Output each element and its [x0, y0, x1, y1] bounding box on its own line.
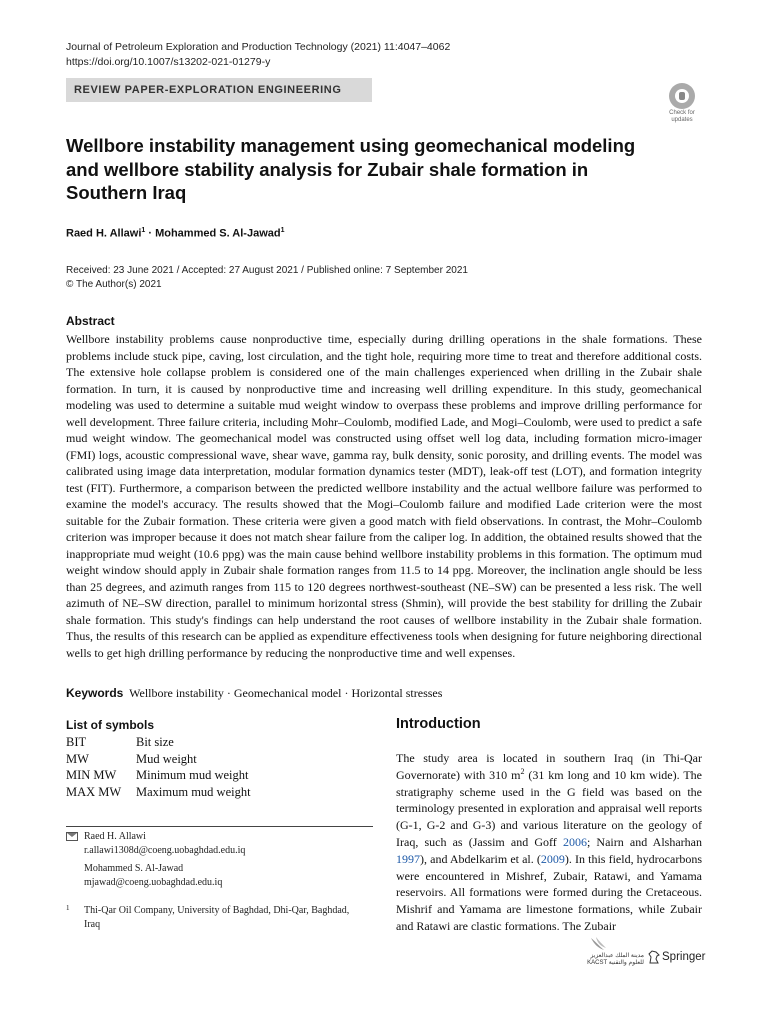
- introduction-text: The study area is located in southern Iraq (in Thi-Qar Governorate) with 310 $m^2$ (31 km long and 10 km wide). The stratigraphy scheme used in the G field was based on the terminology presented in exploration and appraisal well reports (G-1, G-2 and G-3) and various literature on the geology of Iraq, such as (Jassim and Goff 2006; Nairn and Alsharhan 1997), and Abdelkarim et al. (2009). In this field, hydrocarbons were encountered in Mishref, Zubair, Ratawi, and Yamama reservoirs. All formations were formed during the Cretaceous. Mishrif and Yamama are limestone formations, while Zubair and Ratawi are clastic formations. The Zubair: [396, 751, 703, 933]
- journal-header: [66, 40, 450, 70]
- author-name[interactable]: Raed H. Allawi: [66, 227, 142, 240]
- symbol-row: [66, 751, 251, 768]
- keywords-list: Wellbore instability · Geomechanical model · Horizontal stresses: [129, 686, 443, 700]
- publisher-logos: [582, 936, 704, 976]
- check-updates-icon: [669, 83, 695, 109]
- publication-dates: [66, 264, 468, 292]
- abstract-text: Wellbore instability problems cause nonproductive time, especially during drilling operations in the shale formations. These problems include stuck pipe, caving, lost circulation, and the tight hole, requiring more time to treat and therefore additional costs. The extensive hole collapse problem is considered one of the main challenges experienced when drilling in the Zubair shale formation. In turn, it is caused by nonproductive time and increasing well drilling expenditure. In this study, geomechanical modeling was used to determine a suitable mud weight window to overpass these problems and improve drilling performance for well development. Three failure criteria, including Mohr–Coulomb, modified Lade, and Mogi–Coulomb, were used to predict a safe mud weight window. The geomechanical model was constructed using offset well log data, including formation micro-imager (FMI) logs, acoustic compressional wave, shear wave, gamma ray, bulk density, sonic porosity, and drilling events. The model was calibrated using image data interpretation, modular formation dynamics tester (MDT), leak-off test (LOT), and formation integrity test (FIT). Furthermore, a comparison between the predicted wellbore instability and the actual wellbore failure was performed to examine the model's accuracy. The results showed that the Mogi–Coulomb failure and modified Lade criterion were the most suitable for the Zubair formation. These criteria were given a good match with field observations. In contrast, the Mohr–Coulomb criterion was improper because it does not match shear failure from the caliper log. In addition, the obtained results showed that the inappropriate mud weight (10.6 ppg) was the main cause behind wellbore instability problems in this formation. The optimum mud weight window should apply in Zubair shale formation ranges from 11.5 to 14 ppg. Moreover, the inclination angle should be less than 25 degrees, and azimuth ranges from 115 to 120 degrees northwest-southeast (NE–SW) can be presented a less risk. The well azimuth of NE–SW direction, parallel to minimum horizontal stress (Shmin), will provide the best stability for drilling the Zubair shale formation. This study's findings can help understand the root causes of wellbore instability in the Zubair shale formation. Thus, the results of this research can be applied as expenditure effectiveness tools when designing for future neighboring directional wells to get high drilling performance by reducing the nonproductive time and well expenses.: [66, 332, 702, 660]
- symbol-row: [66, 734, 251, 751]
- history-dates: Received: 23 June 2021 / Accepted: 27 August 2021 / Published online: 7 September 2021: [66, 265, 468, 276]
- symbol-desc: Maximum mud weight: [136, 784, 251, 799]
- journal-citation: Journal of Petroleum Exploration and Production Technology (2021) 11:4047–4062: [66, 41, 451, 53]
- affiliation-mark: 1: [280, 227, 285, 234]
- corresponding-author: Raed H. Allawi: [84, 831, 146, 842]
- correspondence-block: [84, 830, 245, 894]
- springer-logo-text: Springer: [662, 951, 706, 963]
- introduction-heading: Introduction: [396, 716, 481, 732]
- envelope-icon: [66, 832, 78, 841]
- citation-link[interactable]: 2009: [540, 851, 565, 866]
- symbols-heading: List of symbols: [66, 718, 155, 732]
- symbol-abbr: MW: [66, 751, 89, 766]
- kacst-logo-text: مدينة الملك عبدالعزيز KACST للعلوم والتقنية: [587, 953, 644, 966]
- citation-link[interactable]: 1997: [396, 851, 420, 866]
- corresponding-author: Mohammed S. Al-Jawad: [84, 863, 184, 874]
- affiliation-number: 1: [66, 904, 70, 912]
- symbol-abbr: BIT: [66, 735, 87, 749]
- author-name[interactable]: Mohammed S. Al-Jawad: [155, 227, 281, 240]
- symbol-abbr: MIN MW: [66, 768, 117, 782]
- footnote-divider: [66, 826, 373, 827]
- author-line: [66, 227, 285, 240]
- abstract-heading: Abstract: [66, 314, 115, 328]
- superscript: 2: [520, 766, 525, 776]
- springer-horse-icon: [648, 950, 660, 964]
- keywords-label: Keywords: [66, 686, 124, 700]
- check-for-updates-badge[interactable]: [662, 83, 702, 125]
- affiliation-mark: 1: [141, 227, 146, 234]
- citation-link[interactable]: 2006: [562, 834, 587, 849]
- author-separator: ·: [145, 227, 156, 240]
- doi-link[interactable]: https://doi.org/10.1007/s13202-021-01279-y: [66, 56, 271, 68]
- section-banner-label: REVIEW PAPER-EXPLORATION ENGINEERING: [74, 84, 342, 96]
- check-updates-label: Check for updates: [669, 110, 695, 123]
- author-email[interactable]: r.allawi1308d@coeng.uobaghdad.edu.iq: [84, 844, 246, 856]
- symbol-desc: Mud weight: [136, 751, 197, 766]
- symbol-row: [66, 784, 251, 801]
- symbol-desc: Bit size: [136, 735, 174, 749]
- symbol-row: [66, 767, 251, 784]
- copyright-notice: © The Author(s) 2021: [66, 279, 162, 290]
- section-banner: [66, 78, 372, 102]
- symbols-table: [66, 734, 251, 800]
- article-title: Wellbore instability management using geomechanical modeling and wellbore stability analysis for Zubair shale formation in Southern Iraq: [66, 135, 636, 203]
- author-email[interactable]: mjawad@coeng.uobaghdad.edu.iq: [84, 876, 223, 888]
- keywords-line: [66, 686, 442, 701]
- symbol-abbr: MAX MW: [66, 784, 122, 799]
- symbol-desc: Minimum mud weight: [136, 768, 249, 782]
- kacst-logo-icon: [588, 936, 608, 954]
- affiliation-text: Thi-Qar Oil Company, University of Baghdad, Dhi-Qar, Baghdad, Iraq: [84, 905, 350, 930]
